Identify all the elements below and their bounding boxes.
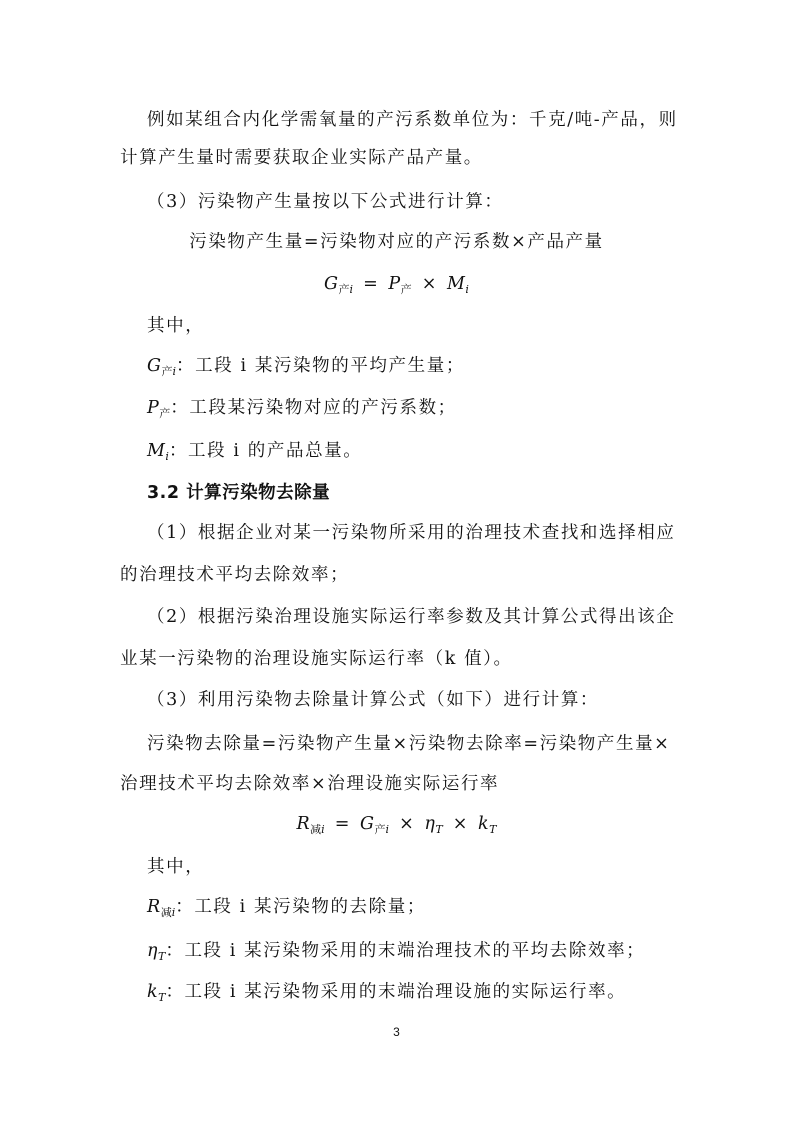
var-eta: η: [424, 814, 436, 834]
paragraph-line: 治理技术平均去除效率×治理设施实际运行率: [120, 774, 500, 794]
var-P: P: [147, 398, 160, 418]
var-eta: η: [147, 941, 158, 961]
var-k: k: [147, 982, 159, 1002]
paragraph-line: （3）利用污染物去除量计算公式（如下）进行计算：: [147, 690, 600, 710]
definition-k: [147, 980, 626, 1004]
var-k: k: [478, 814, 490, 834]
sub-i: i: [172, 365, 177, 378]
definition-text: ：工段 i 某污染物采用的末端治理技术的平均去除效率；: [165, 941, 646, 961]
paragraph-line: 业某一污染物的治理设施实际运行率（k 值）。: [120, 649, 513, 669]
definition-text: ：工段某污染物对应的产污系数；: [170, 398, 457, 418]
sub-T: T: [158, 950, 166, 963]
paragraph-line: 例如某组合内化学需氧量的产污系数单位为：千克/吨-产品，则: [147, 110, 678, 130]
sub-T: T: [158, 991, 166, 1004]
formula-production: [0, 272, 793, 296]
sub-chan: 产: [338, 283, 350, 296]
definition-text: ：工段 i 某污染物的平均产生量；: [176, 356, 465, 376]
sub-chan: 产: [161, 365, 173, 378]
var-R: R: [147, 897, 161, 917]
paragraph-line: 污染物去除量=污染物产生量×污染物去除率=污染物产生量×: [147, 734, 671, 754]
paragraph-line: 计算产生量时需要获取企业实际产品产量。: [120, 148, 483, 168]
equals-sign: =: [334, 814, 350, 834]
paragraph-line: （2）根据污染治理设施实际运行率参数及其计算公式得出该企: [147, 607, 676, 627]
equals-sign: =: [363, 274, 379, 294]
sub-i: i: [465, 283, 469, 296]
sub-i: i: [165, 450, 169, 463]
var-M: M: [147, 441, 166, 461]
var-M: M: [447, 274, 466, 294]
definition-R: [147, 895, 426, 919]
sub-T: T: [489, 823, 497, 836]
var-P: P: [388, 274, 401, 294]
sub-i: i: [385, 823, 390, 836]
paragraph-line: （1）根据企业对某一污染物所采用的治理技术查找和选择相应: [147, 523, 676, 543]
sub-i: i: [321, 823, 325, 836]
var-G: G: [360, 814, 375, 834]
sub-i: i: [349, 283, 354, 296]
var-R: R: [296, 814, 311, 834]
sub-jian: 减: [310, 823, 322, 836]
sub-jian: 减: [160, 906, 172, 919]
paragraph-line: （3）污染物产生量按以下公式进行计算：: [147, 192, 504, 212]
definition-G: [147, 354, 465, 378]
definition-eta: [147, 939, 645, 963]
section-heading: 3.2 计算污染物去除量: [147, 483, 331, 503]
page-number: 3: [393, 1025, 400, 1039]
definition-M: [147, 439, 362, 463]
sub-chan: 产: [159, 407, 171, 420]
sub-i: i: [171, 906, 176, 919]
sub-T: T: [435, 823, 443, 836]
definition-text: ：工段 i 的产品总量。: [168, 441, 363, 461]
paragraph-line: 其中，: [147, 857, 205, 877]
var-G: G: [147, 356, 162, 376]
formula-text: 污染物产生量=污染物对应的产污系数×产品产量: [189, 232, 604, 252]
paragraph-line: 的治理技术平均去除效率；: [120, 565, 350, 585]
times-sign: ×: [421, 274, 437, 294]
definition-P: [147, 396, 457, 420]
definition-text: ：工段 i 某污染物采用的末端治理设施的实际运行率。: [165, 982, 627, 1002]
sub-chan: 产: [374, 823, 386, 836]
formula-removal: [0, 812, 793, 836]
var-G: G: [324, 274, 339, 294]
definition-text: ：工段 i 某污染物的去除量；: [175, 897, 426, 917]
sub-chan: 产: [400, 283, 412, 296]
times-sign: ×: [399, 814, 415, 834]
paragraph-line: 其中，: [147, 316, 205, 336]
times-sign: ×: [452, 814, 468, 834]
